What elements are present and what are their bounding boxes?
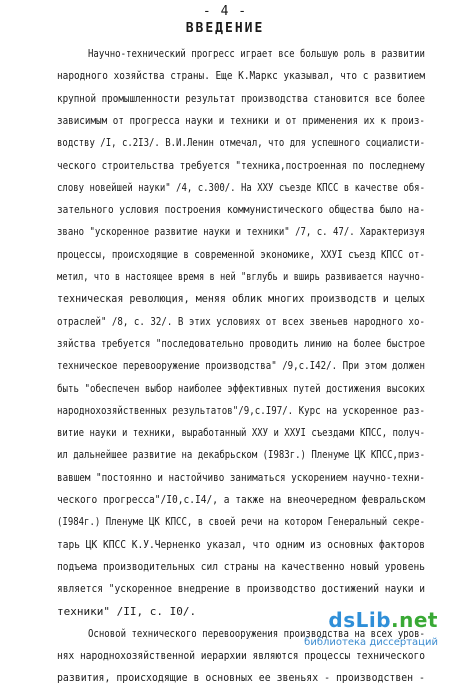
text-line: ческого прогресса"/I0,с.I4/, а также на внеочередном февральском bbox=[57, 493, 425, 506]
text-line: ческого строительства требуется "техника,построенная по последнему bbox=[57, 158, 425, 172]
text-line: тарь ЦК КПСС К.У.Черненко указал, что одним из основных факторов bbox=[57, 537, 425, 551]
text-line: зательного условия построения коммунистического общества было на- bbox=[57, 203, 425, 217]
text-line: Основой технического перевооружения производства на всех уров- bbox=[88, 626, 425, 640]
text-line: техническая революция, меняя облик многих производств и целых bbox=[57, 292, 425, 306]
text-line: техники" /II, с. I0/. bbox=[57, 604, 197, 618]
text-line: народного хозяйства страны. Еще К.Маркс указывал, что с развитием bbox=[57, 69, 425, 83]
text-line: звано "ускоренное развитие науки и техники" /7, с. 47/. Характеризуя bbox=[57, 225, 425, 239]
text-line: (I984г.) Пленуме ЦК КПСС, в своей речи на котором Генеральный секре- bbox=[57, 515, 425, 529]
text-line: зяйства требуется "последовательно проводить линию на более быстрое bbox=[57, 336, 425, 350]
text-line: витие науки и техники, выработанный ХХУ и ХХУI съездами КПСС, получ- bbox=[57, 426, 425, 440]
text-line: техническое перевооружение производства" /9,с.I42/. При этом должен bbox=[57, 359, 425, 373]
text-line: вавшем "постоянно и настойчиво заниматься ускорением научно-техни- bbox=[57, 470, 425, 484]
text-line: является "ускоренное внедрение в производство достижений науки и bbox=[57, 582, 425, 596]
text-line: процессы, происходящие в современной экономике, ХХУI съезд КПСС от- bbox=[57, 247, 425, 261]
text-line: подъема производительных сил страны на качественно новый уровень bbox=[57, 559, 425, 573]
text-line: Научно-технический прогресс играет все большую роль в развитии bbox=[88, 47, 425, 60]
text-line: слову новейшей науки" /4, с.300/. На ХХУ съезде КПСС в качестве обя- bbox=[57, 180, 425, 194]
watermark-logo bbox=[328, 608, 438, 632]
text-line: метил, что в настоящее время в ней "вглубь и вширь развивается научно- bbox=[57, 270, 425, 283]
text-line: водству /I, с.2I3/. В.И.Ленин отмечал, что для успешного социалисти- bbox=[57, 136, 425, 150]
text-line: зависимым от прогресса науки и техники и от применения их к произ- bbox=[57, 113, 425, 127]
page-number: - 4 - bbox=[202, 4, 248, 19]
page-heading: ВВЕДЕНИЕ bbox=[185, 21, 265, 36]
watermark-subtitle: библиотека диссертаций bbox=[304, 637, 438, 648]
text-line: развития, происходящие в основных ее звеньях - производствен - bbox=[57, 671, 425, 685]
watermark-logo-main: dsLib bbox=[328, 608, 392, 632]
text-line: быть "обеспечен выбор наиболее эффективных путей достижения высоких bbox=[57, 381, 425, 395]
text-line: ил дальнейшее развитие на декабрьском (I983г.) Пленуме ЦК КПСС,приз- bbox=[57, 448, 425, 462]
text-line: отраслей" /8, с. 32/. В этих условиях от всех звеньев народного хо- bbox=[57, 314, 425, 328]
text-line: нях народнохозяйственной иерархии являются процессы технического bbox=[57, 649, 425, 663]
watermark bbox=[304, 608, 438, 648]
text-line: крупной промышленности результат производства становится все более bbox=[57, 91, 425, 105]
text-line: народнохозяйственных результатов"/9,с.I97/. Курс на ускоренное раз- bbox=[57, 403, 425, 417]
watermark-logo-accent: .net bbox=[391, 608, 438, 632]
